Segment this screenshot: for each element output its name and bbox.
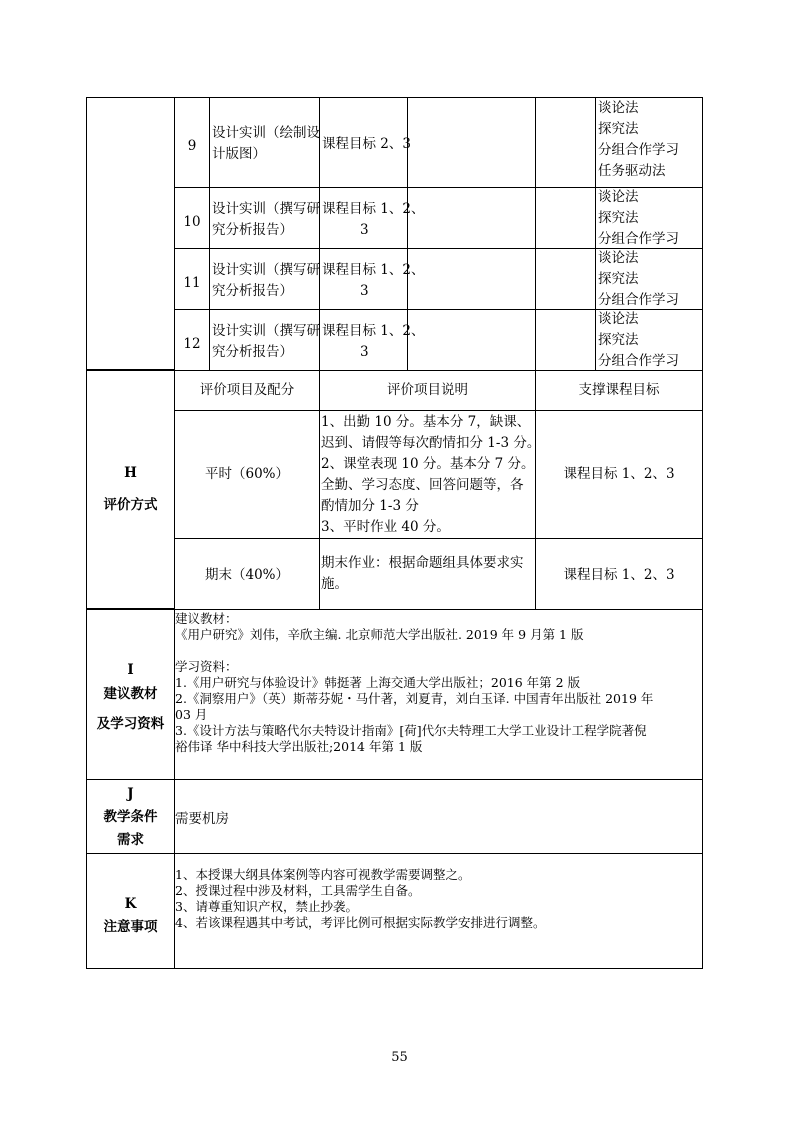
section-k-label-cell bbox=[86, 853, 175, 969]
row-blank-cell bbox=[407, 309, 536, 371]
eval-regular-goal-cell bbox=[535, 410, 703, 539]
eval-header: 评价项目说明 bbox=[387, 382, 468, 398]
eval-regular-label: 平时（60%） bbox=[204, 466, 289, 482]
row-goal-cell bbox=[319, 309, 425, 371]
row-blank-cell bbox=[407, 97, 536, 188]
section-letter: H bbox=[124, 465, 137, 481]
eval-final-desc: 期末作业：根据命题组具体要求实 施。 bbox=[321, 555, 524, 592]
row-content-cell bbox=[209, 187, 320, 249]
row-methods-cell bbox=[595, 248, 703, 310]
eval-regular-desc-cell bbox=[319, 410, 541, 539]
section-title-line1: 教学条件 bbox=[103, 809, 158, 825]
row-methods: 谈论法 探究法 分组合作学习 任务驱动法 bbox=[598, 100, 679, 179]
row-content: 设计实训（撰写研 究分析报告） bbox=[212, 201, 320, 238]
row-number-cell bbox=[174, 309, 210, 371]
eval-header-cell bbox=[174, 370, 320, 411]
conditions-cell bbox=[174, 779, 703, 854]
notes-cell bbox=[174, 853, 703, 969]
row-number: 12 bbox=[183, 336, 201, 352]
row-methods-cell bbox=[595, 97, 703, 188]
row-content-cell bbox=[209, 248, 320, 310]
eval-regular-desc: 1、出勤 10 分。基本分 7，缺课、 迟到、请假等每次酌情扣分 1-3 分。 2、课堂表现 10 分。基本分 7 分。 全勤、学习态度、回答问题等，各 酌情加分 1-3 分 3、平时作业 40 分。 bbox=[321, 414, 541, 535]
section-letter: J bbox=[127, 786, 134, 802]
section-g-label-cell bbox=[86, 97, 175, 370]
row-methods-cell bbox=[595, 309, 703, 371]
row-goal-cell bbox=[319, 187, 425, 249]
eval-final-label-cell bbox=[174, 538, 320, 610]
row-blank-cell bbox=[535, 248, 596, 310]
eval-final-goal-cell bbox=[535, 538, 703, 610]
row-number: 11 bbox=[183, 275, 201, 291]
row-number-cell bbox=[174, 97, 210, 188]
row-content-cell bbox=[209, 97, 320, 188]
eval-header: 评价项目及配分 bbox=[199, 382, 295, 398]
section-title-line2: 及学习资料 bbox=[96, 716, 165, 732]
eval-header-cell bbox=[319, 370, 536, 411]
row-methods: 谈论法 探究法 分组合作学习 bbox=[598, 311, 679, 369]
row-number: 10 bbox=[183, 214, 201, 230]
row-content-cell bbox=[209, 309, 320, 371]
row-content: 设计实训（撰写研 究分析报告） bbox=[212, 262, 320, 299]
notes-text: 1、本授课大纲具体案例等内容可视教学需要调整之。 2、授课过程中涉及材料，工具需学生自备。 3、请尊重知识产权，禁止抄袭。 4、若该课程遇其中考试，考评比例可根据实际教学安排进行调整。 bbox=[175, 867, 546, 930]
eval-header: 支撑课程目标 bbox=[578, 382, 660, 398]
row-blank-cell bbox=[407, 248, 536, 310]
row-content: 设计实训（撰写研 究分析报告） bbox=[212, 323, 320, 360]
row-number: 9 bbox=[187, 138, 197, 154]
section-letter: K bbox=[124, 896, 137, 912]
eval-final-label: 期末（40%） bbox=[204, 567, 289, 583]
row-goal: 课程目标 2、3 bbox=[322, 136, 411, 152]
row-goal-cell bbox=[319, 248, 425, 310]
page-number: 55 bbox=[391, 1050, 408, 1065]
section-title-line1: 建议教材 bbox=[103, 686, 158, 702]
row-methods: 谈论法 探究法 分组合作学习 bbox=[598, 250, 679, 308]
section-j-label-cell bbox=[86, 779, 175, 854]
eval-regular-goal: 课程目标 1、2、3 bbox=[563, 466, 675, 482]
eval-final-goal: 课程目标 1、2、3 bbox=[563, 567, 675, 583]
section-i-label-cell bbox=[86, 609, 175, 780]
materials-cell bbox=[174, 609, 703, 780]
section-letter: I bbox=[127, 662, 134, 678]
section-title: 评价方式 bbox=[103, 497, 158, 513]
section-title-line2: 需求 bbox=[117, 832, 144, 848]
row-blank-cell bbox=[535, 187, 596, 249]
row-blank-cell bbox=[407, 187, 536, 249]
eval-header-cell bbox=[535, 370, 703, 411]
section-title: 注意事项 bbox=[103, 919, 158, 935]
row-goal: 课程目标 1、2、 3 bbox=[322, 262, 425, 299]
row-methods-cell bbox=[595, 187, 703, 249]
conditions-text: 需要机房 bbox=[175, 811, 229, 827]
section-h-label-cell bbox=[86, 370, 175, 609]
row-goal: 课程目标 1、2、 3 bbox=[322, 201, 425, 238]
row-methods: 谈论法 探究法 分组合作学习 bbox=[598, 189, 679, 247]
eval-final-desc-cell bbox=[319, 538, 536, 610]
row-content: 设计实训（绘制设 计版图） bbox=[212, 125, 320, 162]
row-number-cell bbox=[174, 248, 210, 310]
row-goal-cell bbox=[319, 97, 411, 188]
eval-regular-label-cell bbox=[174, 410, 320, 539]
materials-text: 建议教材： 《用户研究》刘伟，辛欣主编. 北京师范大学出版社. 2019 年 9 月第 1 版 学习资料： 1.《用户研究与体验设计》韩挺著 上海交通大学出版社；2016 年第 2 版 2.《洞察用户》（英）斯蒂芬妮・马什著，刘夏青，刘白玉译. 中国青年出版社 2019 年 03 月 3.《设计方法与策略代尔夫特设计指南》[荷]代尔夫特理工大学工业设计工程学院著倪 裕伟译 华中科技大学出版社;2014 年第 1 版 bbox=[175, 611, 654, 754]
row-blank-cell bbox=[535, 97, 596, 188]
row-goal: 课程目标 1、2、 3 bbox=[322, 323, 425, 360]
row-blank-cell bbox=[535, 309, 596, 371]
row-number-cell bbox=[174, 187, 210, 249]
